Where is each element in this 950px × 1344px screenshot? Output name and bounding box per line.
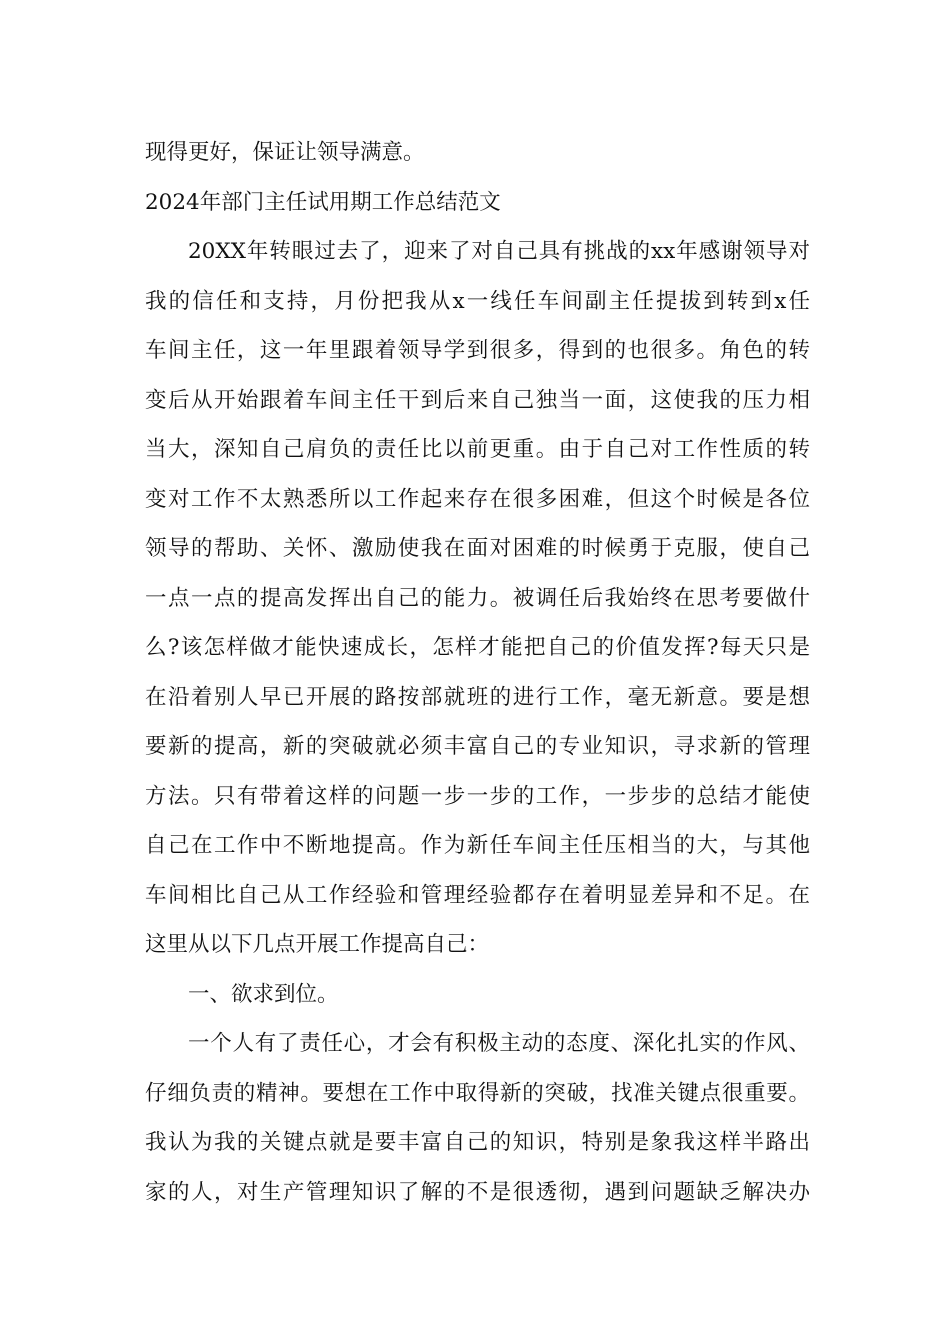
subheading: 一、欲求到位。 — [188, 981, 339, 1007]
body-line: 么?该怎样做才能快速成长，怎样才能把自己的价值发挥?每天只是 — [145, 635, 810, 660]
body-line: 变对工作不太熟悉所以工作起来存在很多困难，但这个时候是各位 — [145, 486, 810, 512]
body-line: 20XX年转眼过去了，迎来了对自己具有挑战的xx年感谢领导对 — [188, 239, 810, 264]
document-body — [145, 128, 810, 1217]
body-line: 我认为我的关键点就是要丰富自己的知识，特别是象我这样半路出 — [145, 1130, 810, 1155]
body-line: 我的信任和支持，月份把我从x一线任车间副主任提拔到转到x任 — [145, 288, 810, 314]
body-line: 领导的帮助、关怀、激励使我在面对困难的时候勇于克服，使自己 — [145, 536, 810, 561]
body-line: 当大，深知自己肩负的责任比以前更重。由于自己对工作性质的转 — [145, 437, 810, 462]
body-line: 家的人，对生产管理知识了解的不是很透彻，遇到问题缺乏解决办 — [145, 1179, 810, 1205]
body-line: 在沿着别人早已开展的路按部就班的进行工作，毫无新意。要是想 — [145, 684, 810, 710]
body-line: 车间主任，这一年里跟着领导学到很多，得到的也很多。角色的转 — [145, 338, 810, 363]
paragraph-continuation-line: 现得更好，保证让领导满意。 — [145, 140, 425, 165]
body-line: 变后从开始跟着车间主任干到后来自己独当一面，这使我的压力相 — [145, 387, 810, 413]
body-line: 一点一点的提高发挥出自己的能力。被调任后我始终在思考要做什 — [145, 585, 810, 611]
body-line: 方法。只有带着这样的问题一步一步的工作，一步步的总结才能使 — [145, 783, 810, 809]
body-line: 自己在工作中不断地提高。作为新任车间主任压相当的大，与其他 — [145, 833, 810, 858]
body-line: 仔细负责的精神。要想在工作中取得新的突破，找准关键点很重要。 — [145, 1080, 810, 1106]
body-line: 这里从以下几点开展工作提高自己： — [145, 932, 490, 957]
body-line: 一个人有了责任心，才会有积极主动的态度、深化扎实的作风、 — [188, 1031, 810, 1056]
body-line: 要新的提高，新的突破就必须丰富自己的专业知识，寻求新的管理 — [145, 734, 810, 759]
section-heading: 2024年部门主任试用期工作总结范文 — [145, 189, 501, 215]
body-line: 车间相比自己从工作经验和管理经验都存在着明显差异和不足。在 — [145, 882, 810, 908]
